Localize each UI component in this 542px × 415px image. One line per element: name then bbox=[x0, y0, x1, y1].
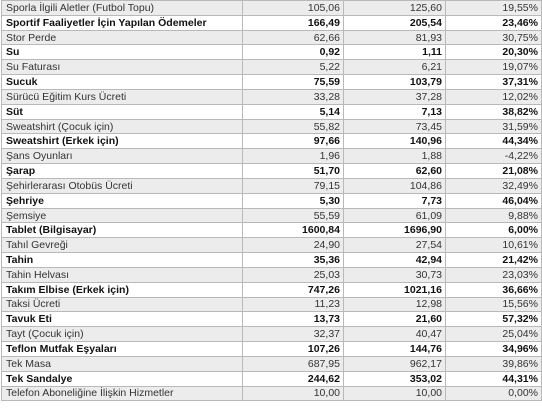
price-previous-cell: 24,90 bbox=[243, 238, 344, 253]
change-percent-cell: 12,02% bbox=[446, 89, 542, 104]
item-name-cell: Tahıl Gevreği bbox=[2, 238, 243, 253]
price-previous-cell: 747,26 bbox=[243, 282, 344, 297]
table-row bbox=[2, 193, 542, 208]
item-name-cell: Su bbox=[2, 45, 243, 60]
change-percent-cell: 15,56% bbox=[446, 297, 542, 312]
price-previous-cell: 97,66 bbox=[243, 134, 344, 149]
table-row bbox=[2, 45, 542, 60]
item-name-cell: Sucuk bbox=[2, 75, 243, 90]
price-previous-cell: 75,59 bbox=[243, 75, 344, 90]
change-percent-cell: 19,55% bbox=[446, 1, 542, 16]
table-row bbox=[2, 282, 542, 297]
change-percent-cell: 38,82% bbox=[446, 104, 542, 119]
price-current-cell: 7,73 bbox=[344, 193, 446, 208]
price-current-cell: 103,79 bbox=[344, 75, 446, 90]
price-previous-cell: 107,26 bbox=[243, 342, 344, 357]
item-name-cell: Şehirlerarası Otobüs Ücreti bbox=[2, 178, 243, 193]
price-current-cell: 27,54 bbox=[344, 238, 446, 253]
item-name-cell: Şans Oyunları bbox=[2, 149, 243, 164]
change-percent-cell: 0,00% bbox=[446, 386, 542, 401]
item-name-cell: Su Faturası bbox=[2, 60, 243, 75]
price-current-cell: 140,96 bbox=[344, 134, 446, 149]
item-name-cell: Tayt (Çocuk için) bbox=[2, 327, 243, 342]
change-percent-cell: 31,59% bbox=[446, 119, 542, 134]
item-name-cell: Telefon Aboneliğine İlişkin Hizmetler bbox=[2, 386, 243, 401]
item-name-cell: Taksi Ücreti bbox=[2, 297, 243, 312]
price-current-cell: 6,21 bbox=[344, 60, 446, 75]
table-row bbox=[2, 164, 542, 179]
change-percent-cell: 9,88% bbox=[446, 208, 542, 223]
price-previous-cell: 1,96 bbox=[243, 149, 344, 164]
price-previous-cell: 79,15 bbox=[243, 178, 344, 193]
price-current-cell: 125,60 bbox=[344, 1, 446, 16]
table-row bbox=[2, 297, 542, 312]
price-current-cell: 144,76 bbox=[344, 342, 446, 357]
item-name-cell: Stor Perde bbox=[2, 30, 243, 45]
change-percent-cell: 57,32% bbox=[446, 312, 542, 327]
price-current-cell: 62,60 bbox=[344, 164, 446, 179]
price-table bbox=[1, 0, 542, 401]
price-current-cell: 205,54 bbox=[344, 15, 446, 30]
price-current-cell: 12,98 bbox=[344, 297, 446, 312]
change-percent-cell: 21,08% bbox=[446, 164, 542, 179]
table-row bbox=[2, 30, 542, 45]
price-current-cell: 61,09 bbox=[344, 208, 446, 223]
price-current-cell: 104,86 bbox=[344, 178, 446, 193]
price-previous-cell: 11,23 bbox=[243, 297, 344, 312]
table-row bbox=[2, 253, 542, 268]
table-row bbox=[2, 75, 542, 90]
change-percent-cell: 36,66% bbox=[446, 282, 542, 297]
table-row bbox=[2, 208, 542, 223]
price-previous-cell: 10,00 bbox=[243, 386, 344, 401]
table-row bbox=[2, 223, 542, 238]
price-previous-cell: 51,70 bbox=[243, 164, 344, 179]
price-previous-cell: 13,73 bbox=[243, 312, 344, 327]
change-percent-cell: -4,22% bbox=[446, 149, 542, 164]
table-row bbox=[2, 15, 542, 30]
table-row bbox=[2, 386, 542, 401]
price-current-cell: 353,02 bbox=[344, 371, 446, 386]
item-name-cell: Takım Elbise (Erkek için) bbox=[2, 282, 243, 297]
price-current-cell: 30,73 bbox=[344, 267, 446, 282]
item-name-cell: Tahin bbox=[2, 253, 243, 268]
item-name-cell: Sporla İlgili Aletler (Futbol Topu) bbox=[2, 1, 243, 16]
change-percent-cell: 10,61% bbox=[446, 238, 542, 253]
change-percent-cell: 30,75% bbox=[446, 30, 542, 45]
price-current-cell: 40,47 bbox=[344, 327, 446, 342]
change-percent-cell: 23,03% bbox=[446, 267, 542, 282]
table-row bbox=[2, 119, 542, 134]
change-percent-cell: 39,86% bbox=[446, 356, 542, 371]
table-row bbox=[2, 134, 542, 149]
price-previous-cell: 33,28 bbox=[243, 89, 344, 104]
price-table-body bbox=[2, 1, 542, 401]
price-previous-cell: 1600,84 bbox=[243, 223, 344, 238]
table-row bbox=[2, 267, 542, 282]
item-name-cell: Şehriye bbox=[2, 193, 243, 208]
change-percent-cell: 44,31% bbox=[446, 371, 542, 386]
table-row bbox=[2, 89, 542, 104]
table-row bbox=[2, 149, 542, 164]
change-percent-cell: 23,46% bbox=[446, 15, 542, 30]
price-previous-cell: 0,92 bbox=[243, 45, 344, 60]
change-percent-cell: 19,07% bbox=[446, 60, 542, 75]
item-name-cell: Şemsiye bbox=[2, 208, 243, 223]
price-current-cell: 962,17 bbox=[344, 356, 446, 371]
table-row bbox=[2, 104, 542, 119]
change-percent-cell: 37,31% bbox=[446, 75, 542, 90]
item-name-cell: Şarap bbox=[2, 164, 243, 179]
table-row bbox=[2, 327, 542, 342]
change-percent-cell: 21,42% bbox=[446, 253, 542, 268]
price-previous-cell: 5,30 bbox=[243, 193, 344, 208]
price-current-cell: 7,13 bbox=[344, 104, 446, 119]
price-current-cell: 81,93 bbox=[344, 30, 446, 45]
price-previous-cell: 55,59 bbox=[243, 208, 344, 223]
price-previous-cell: 62,66 bbox=[243, 30, 344, 45]
price-previous-cell: 25,03 bbox=[243, 267, 344, 282]
table-row bbox=[2, 371, 542, 386]
price-previous-cell: 5,14 bbox=[243, 104, 344, 119]
item-name-cell: Sweatshirt (Erkek için) bbox=[2, 134, 243, 149]
item-name-cell: Tavuk Eti bbox=[2, 312, 243, 327]
table-row bbox=[2, 342, 542, 357]
table-row bbox=[2, 178, 542, 193]
price-current-cell: 1021,16 bbox=[344, 282, 446, 297]
table-row bbox=[2, 238, 542, 253]
price-current-cell: 42,94 bbox=[344, 253, 446, 268]
change-percent-cell: 25,04% bbox=[446, 327, 542, 342]
change-percent-cell: 46,04% bbox=[446, 193, 542, 208]
table-row bbox=[2, 312, 542, 327]
item-name-cell: Teflon Mutfak Eşyaları bbox=[2, 342, 243, 357]
price-previous-cell: 244,62 bbox=[243, 371, 344, 386]
item-name-cell: Tek Sandalye bbox=[2, 371, 243, 386]
change-percent-cell: 6,00% bbox=[446, 223, 542, 238]
price-current-cell: 1696,90 bbox=[344, 223, 446, 238]
change-percent-cell: 44,34% bbox=[446, 134, 542, 149]
price-previous-cell: 5,22 bbox=[243, 60, 344, 75]
change-percent-cell: 20,30% bbox=[446, 45, 542, 60]
item-name-cell: Sürücü Eğitim Kurs Ücreti bbox=[2, 89, 243, 104]
price-current-cell: 10,00 bbox=[344, 386, 446, 401]
item-name-cell: Tek Masa bbox=[2, 356, 243, 371]
price-current-cell: 37,28 bbox=[344, 89, 446, 104]
price-previous-cell: 105,06 bbox=[243, 1, 344, 16]
item-name-cell: Sweatshirt (Çocuk için) bbox=[2, 119, 243, 134]
change-percent-cell: 32,49% bbox=[446, 178, 542, 193]
item-name-cell: Süt bbox=[2, 104, 243, 119]
price-previous-cell: 55,82 bbox=[243, 119, 344, 134]
item-name-cell: Tablet (Bilgisayar) bbox=[2, 223, 243, 238]
price-previous-cell: 32,37 bbox=[243, 327, 344, 342]
price-current-cell: 73,45 bbox=[344, 119, 446, 134]
table-row bbox=[2, 1, 542, 16]
table-row bbox=[2, 356, 542, 371]
item-name-cell: Sportif Faaliyetler İçin Yapılan Ödemeler bbox=[2, 15, 243, 30]
price-current-cell: 1,88 bbox=[344, 149, 446, 164]
price-current-cell: 1,11 bbox=[344, 45, 446, 60]
change-percent-cell: 34,96% bbox=[446, 342, 542, 357]
price-previous-cell: 687,95 bbox=[243, 356, 344, 371]
item-name-cell: Tahin Helvası bbox=[2, 267, 243, 282]
price-previous-cell: 166,49 bbox=[243, 15, 344, 30]
table-row bbox=[2, 60, 542, 75]
price-previous-cell: 35,36 bbox=[243, 253, 344, 268]
price-current-cell: 21,60 bbox=[344, 312, 446, 327]
